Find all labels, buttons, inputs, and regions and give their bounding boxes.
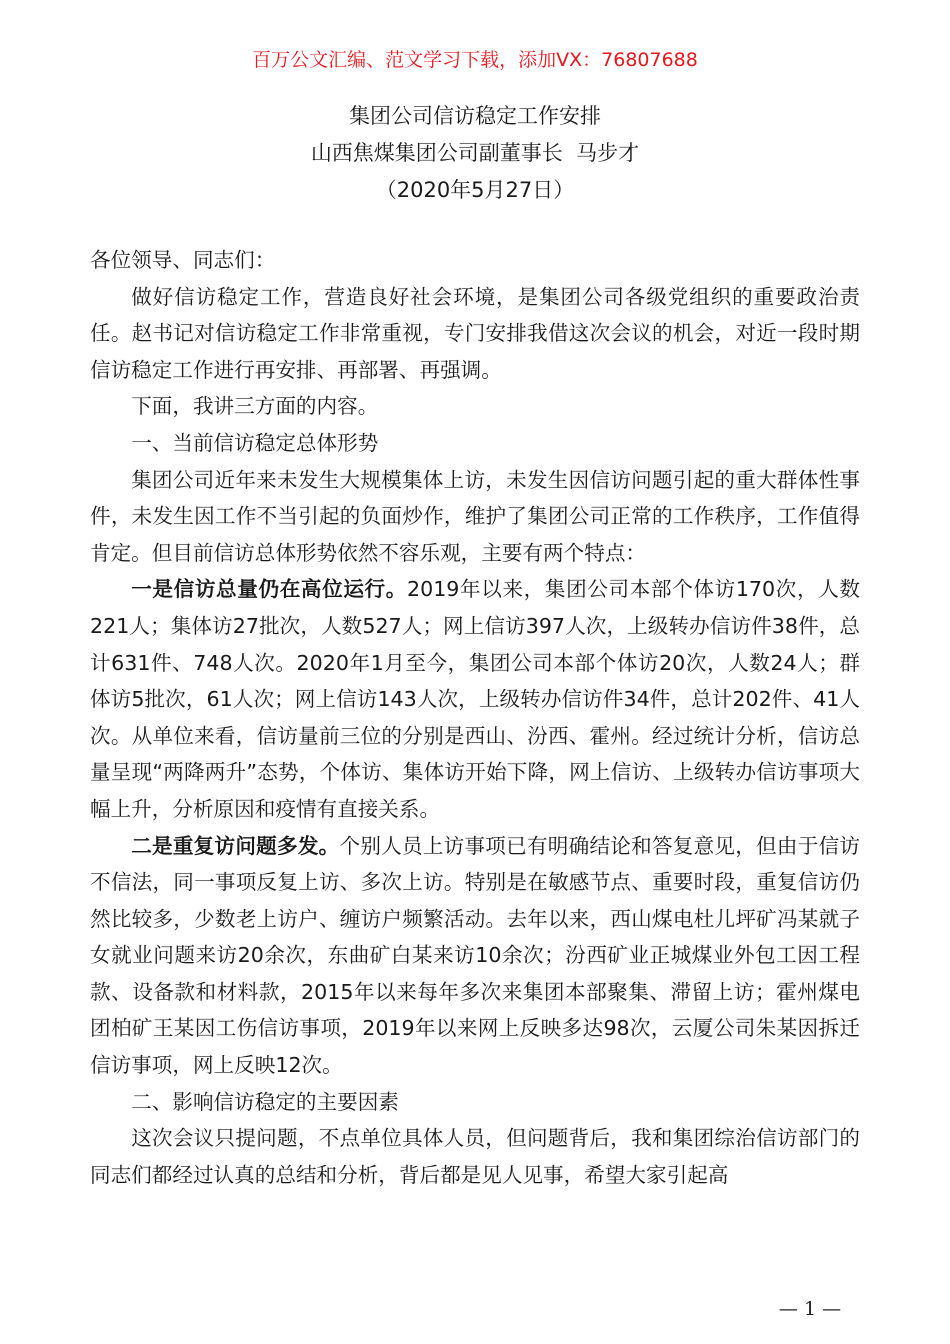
speaker-line: 山西焦煤集团公司副董事长 马步才 — [310, 141, 640, 165]
paragraph-text: 2019年以来，集团公司本部个体访170次，人数221人；集体访27批次，人数527人；网上信访397人次，上级转办信访件38件，总计631件、748人次。2020年1月至今，集团公司本部个体访20次，人数24人；群体访5批次，61人次；网上信访143人次，上级转办信访件34件，总计202件、41人次。从单位来看，信访量前三位的分别是西山、汾西、霍州。经过统计分析，信访总量呈现“两降两升”态势，个体访、集体访开始下降，网上信访、上级转办信访事项大幅上升，分析原因和疫情有直接关系。 — [90, 577, 861, 821]
paragraph: 这次会议只提问题，不点单位具体人员，但问题背后，我和集团综治信访部门的同志们都经过认真的总结和分析，背后都是见人见事，希望大家引起高 — [90, 1126, 860, 1187]
body-text — [90, 242, 860, 1193]
point-heading-1: 一是信访总量仍在高位运行。 — [131, 577, 407, 602]
salutation: 各位领导、同志们： — [90, 248, 276, 272]
title-block — [0, 98, 950, 209]
date-line: （2020年5月27日） — [375, 178, 575, 202]
section-heading-1: 一、当前信访稳定总体形势 — [131, 430, 379, 455]
paragraph: 做好信访稳定工作，营造良好社会环境，是集团公司各级党组织的重要政治责任。赵书记对信访稳定工作非常重视，专门安排我借这次会议的机会，对近一段时期信访稳定工作进行再安排、再部署、再强调。 — [90, 284, 860, 382]
section-heading-2: 二、影响信访稳定的主要因素 — [131, 1089, 399, 1114]
paragraph: 下面，我讲三方面的内容。 — [131, 394, 379, 419]
paragraph — [90, 828, 860, 1084]
paragraph-text: 个别人员上访事项已有明确结论和答复意见，但由于信访不信法，同一事项反复上访、多次上访。特别是在敏感节点、重要时段，重复信访仍然比较多，少数老上访户、缠访户频繁活动。去年以来，西山煤电杜儿坪矿冯某就子女就业问题来访20余次，东曲矿白某来访10余次；汾西矿业正城煤业外包工因工程款、设备款和材料款，2015年以来每年多次来集团本部聚集、滞留上访；霍州煤电团柏矿王某因工伤信访事项，2019年以来网上反映多达98次，云厦公司朱某因拆迁信访事项，网上反映12次。 — [90, 833, 861, 1078]
page-number: — 1 — — [778, 1298, 842, 1320]
watermark-banner: 百万公文汇编、范文学习下载，添加VX：76807688 — [252, 49, 698, 71]
document-title: 集团公司信访稳定工作安排 — [349, 104, 601, 128]
paragraph — [90, 571, 860, 827]
point-heading-2: 二是重复访问题多发。 — [131, 833, 340, 858]
paragraph: 集团公司近年来未发生大规模集体上访，未发生因信访问题引起的重大群体性事件，未发生因工作不当引起的负面炒作，维护了集团公司正常的工作秩序，工作值得肯定。但目前信访总体形势依然不容乐观，主要有两个特点： — [90, 467, 860, 565]
